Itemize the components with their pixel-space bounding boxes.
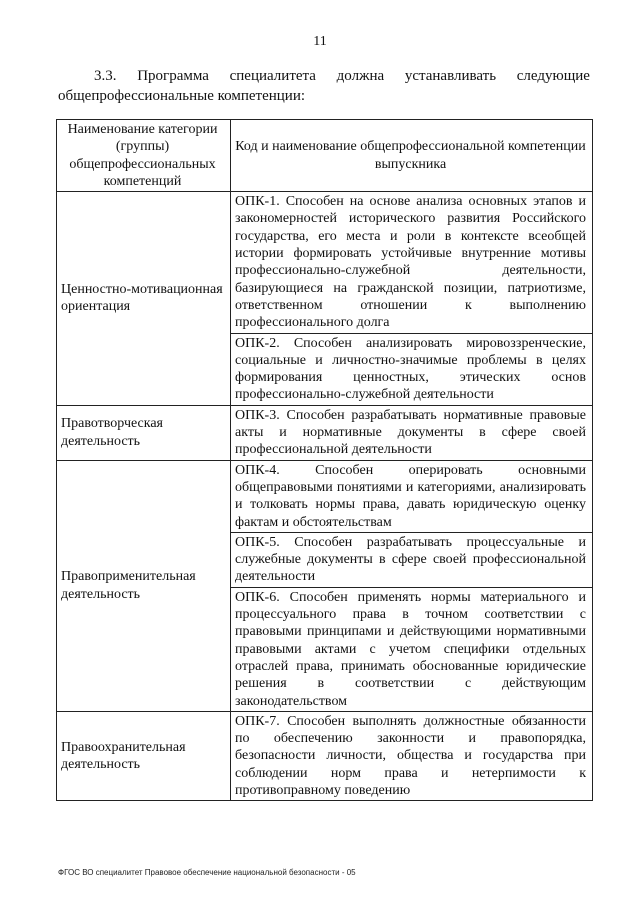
competency-cell: ОПК-4. Способен оперировать основными общеправовыми понятиями и категориями, анализировать и толковать нормы права, давать юридическую оценку фактам и обстоятельствам [231,460,593,532]
table-row [57,711,593,800]
category-cell: Правотворческая деятельность [57,405,231,460]
intro-word: Программа [137,68,209,84]
competency-cell: ОПК-2. Способен анализировать мировоззренческие, социальные и личностно-значимые проблемы в целях формирования ценностных, этических основ профессионально-служебной деятельности [231,333,593,405]
intro-word: следующие [516,68,590,84]
intro-line-2: общепрофессиональные компетенции: [58,88,306,104]
category-cell: Ценностно-мотивационная ориентация [57,192,231,406]
table-row [57,192,593,333]
intro-word: должна [336,68,385,84]
competency-cell: ОПК-6. Способен применять нормы материального и процессуального права в точном соответствии с правовыми принципами и действующими нормативными правовыми актами с учетом специфики отдельных отраслей права, принимать обоснованные юридические решения в соответствии с действующим законодательством [231,587,593,711]
header-category: Наименование категории (группы) общепрофессиональных компетенций [57,120,231,192]
table-row [57,405,593,460]
intro-word: устанавливать [404,68,497,84]
intro-word: 3.3. [94,68,117,84]
table-header-row [57,120,593,192]
table-row [57,460,593,532]
category-cell: Правоприменительная деятельность [57,460,231,711]
document-footer: ФГОС ВО специалитет Правовое обеспечение национальной безопасности - 05 [58,868,356,877]
intro-paragraph [58,66,590,106]
intro-line-1 [58,66,590,86]
page-number: 11 [313,34,327,49]
competency-cell: ОПК-7. Способен выполнять должностные обязанности по обеспечению законности и правопорядка, безопасности личности, общества и государства при соблюдении норм права и нетерпимости к противоправному поведению [231,711,593,800]
intro-word: специалитета [229,68,316,84]
header-code: Код и наименование общепрофессиональной компетенции выпускника [231,120,593,192]
competency-cell: ОПК-1. Способен на основе анализа основных этапов и закономерностей исторического развития Российского государства, его места и роли в контексте всеобщей истории формировать устойчивые внутренние мотивы профессионально-служебной деятельности, базирующиеся на гражданской позиции, патриотизме, ответственном отношении к выполнению профессионального долга [231,192,593,333]
competency-cell: ОПК-5. Способен разрабатывать процессуальные и служебные документы в сфере своей профессиональной деятельности [231,532,593,587]
competency-cell: ОПК-3. Способен разрабатывать нормативные правовые акты и нормативные документы в сфере своей профессиональной деятельности [231,405,593,460]
category-cell: Правоохранительная деятельность [57,711,231,800]
competencies-table [56,119,593,801]
